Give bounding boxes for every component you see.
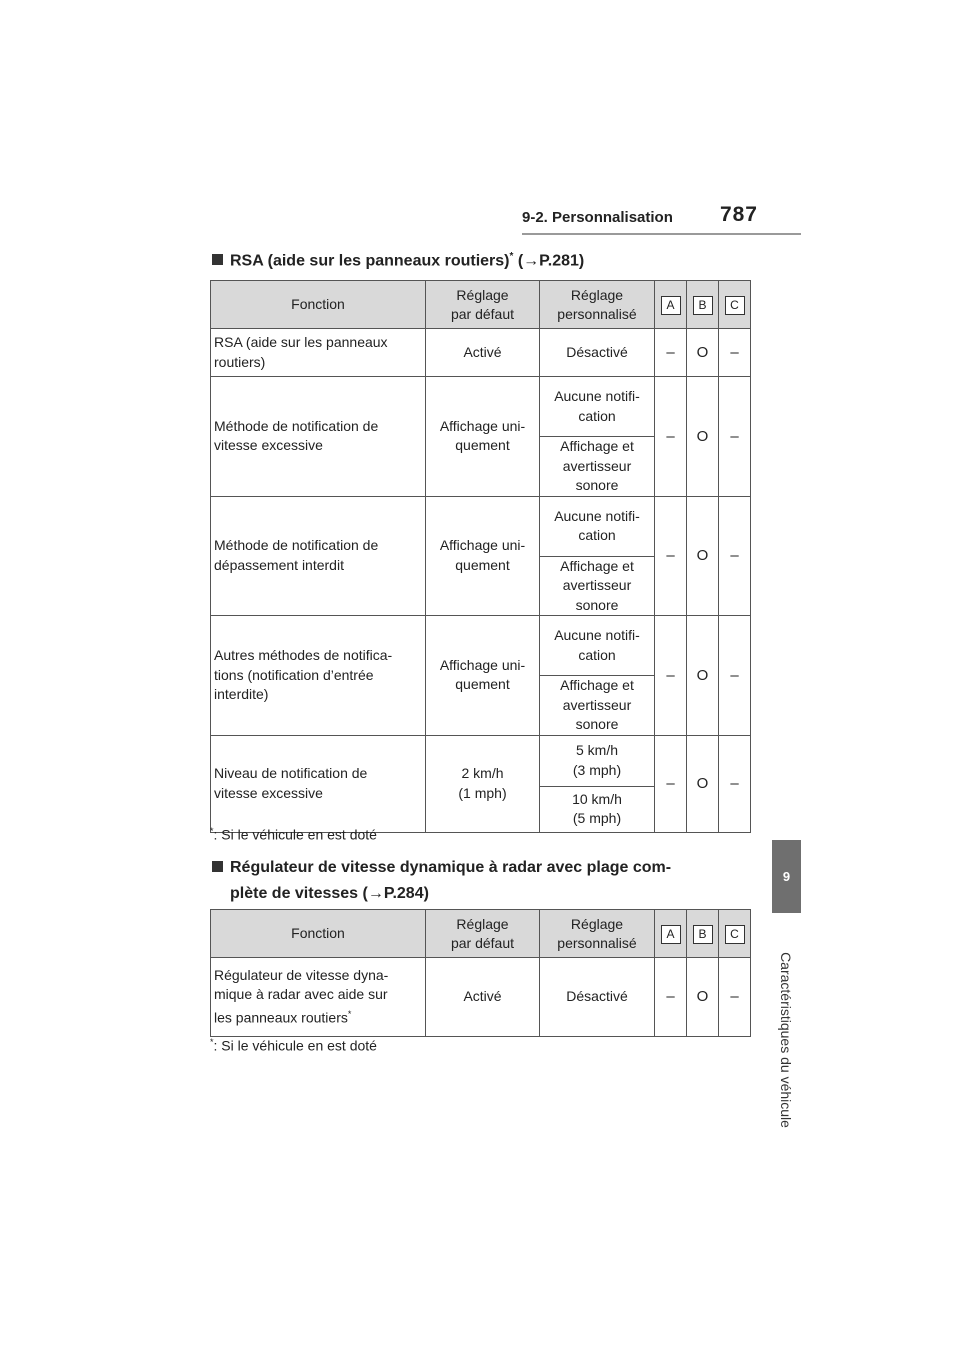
page-header: [522, 205, 758, 235]
cell-defaut: 2 km/h (1 mph): [426, 735, 540, 832]
cell-c: –: [719, 329, 751, 377]
chapter-label: Caractéristiques du véhicule: [778, 952, 794, 1128]
col-defaut: Réglage par défaut: [426, 281, 540, 329]
col-b: B: [687, 281, 719, 329]
cell-option: Affichage et avertisseur sonore: [540, 676, 655, 736]
table-row: [211, 958, 751, 1037]
section1-heading: RSA (aide sur les panneaux routiers)* (→P.281): [212, 244, 584, 274]
square-bullet-icon: [212, 861, 223, 872]
cell-option: Désactivé: [540, 329, 655, 377]
settings-table-acc: [210, 909, 751, 1037]
cell-fonction: Méthode de notification de vitesse excessive: [211, 377, 426, 497]
table-row: [211, 616, 751, 676]
page-reference-link[interactable]: P.281): [539, 252, 585, 270]
cell-b: O: [687, 496, 719, 616]
page-reference-link[interactable]: P.284): [383, 885, 429, 902]
cell-c: –: [719, 616, 751, 736]
cell-option: Désactivé: [540, 958, 655, 1037]
page-number: 787: [719, 203, 758, 226]
cell-b: O: [687, 329, 719, 377]
cell-c: –: [719, 377, 751, 497]
cell-fonction: Méthode de notification de dépassement interdit: [211, 496, 426, 616]
col-perso: Réglage personnalisé: [540, 910, 655, 958]
table-header-row: [211, 910, 751, 958]
section-title: 9-2. Personnalisation: [522, 209, 673, 226]
cell-defaut: Affichage uni- quement: [426, 496, 540, 616]
settings-table-rsa: [210, 280, 751, 833]
cell-option: Aucune notifi- cation: [540, 377, 655, 437]
cell-a: –: [655, 496, 687, 616]
footnote: *: Si le véhicule en est doté: [210, 1037, 377, 1054]
cell-a: –: [655, 377, 687, 497]
cell-option: Aucune notifi- cation: [540, 616, 655, 676]
arrow-icon: →: [523, 252, 540, 270]
cell-a: –: [655, 329, 687, 377]
cell-option: Aucune notifi- cation: [540, 496, 655, 556]
table-row: [211, 735, 751, 786]
col-a: A: [655, 281, 687, 329]
cell-fonction: Régulateur de vitesse dyna- mique à radar avec aide sur les panneaux routiers*: [211, 958, 426, 1037]
cell-option: Affichage et avertisseur sonore: [540, 556, 655, 616]
col-fonction: Fonction: [211, 281, 426, 329]
footnote: *: Si le véhicule en est doté: [210, 826, 377, 843]
col-c: C: [719, 281, 751, 329]
cell-a: –: [655, 616, 687, 736]
cell-defaut: Affichage uni- quement: [426, 377, 540, 497]
cell-fonction: RSA (aide sur les panneaux routiers): [211, 329, 426, 377]
cell-b: O: [687, 735, 719, 832]
col-c: C: [719, 910, 751, 958]
cell-option: 5 km/h (3 mph): [540, 735, 655, 786]
cell-a: –: [655, 735, 687, 832]
square-bullet-icon: [212, 254, 223, 265]
col-a: A: [655, 910, 687, 958]
table-header-row: [211, 281, 751, 329]
cell-b: O: [687, 377, 719, 497]
table-row: [211, 377, 751, 437]
table-row: [211, 496, 751, 556]
header-divider: [522, 233, 801, 235]
arrow-icon: →: [367, 885, 384, 902]
col-defaut: Réglage par défaut: [426, 910, 540, 958]
cell-fonction: Autres méthodes de notifica- tions (notification d’entrée interdite): [211, 616, 426, 736]
cell-a: –: [655, 958, 687, 1037]
cell-c: –: [719, 735, 751, 832]
col-b: B: [687, 910, 719, 958]
col-perso: Réglage personnalisé: [540, 281, 655, 329]
cell-defaut: Affichage uni- quement: [426, 616, 540, 736]
cell-defaut: Activé: [426, 329, 540, 377]
cell-c: –: [719, 496, 751, 616]
table-row: [211, 329, 751, 377]
cell-fonction: Niveau de notification de vitesse excessive: [211, 735, 426, 832]
cell-b: O: [687, 616, 719, 736]
section2-heading: Régulateur de vitesse dynamique à radar avec plage com- plète de vitesses (→P.284): [212, 855, 671, 907]
col-fonction: Fonction: [211, 910, 426, 958]
cell-c: –: [719, 958, 751, 1037]
cell-option: Affichage et avertisseur sonore: [540, 437, 655, 497]
cell-defaut: Activé: [426, 958, 540, 1037]
chapter-tab: 9: [772, 840, 801, 913]
cell-b: O: [687, 958, 719, 1037]
cell-option: 10 km/h (5 mph): [540, 786, 655, 832]
